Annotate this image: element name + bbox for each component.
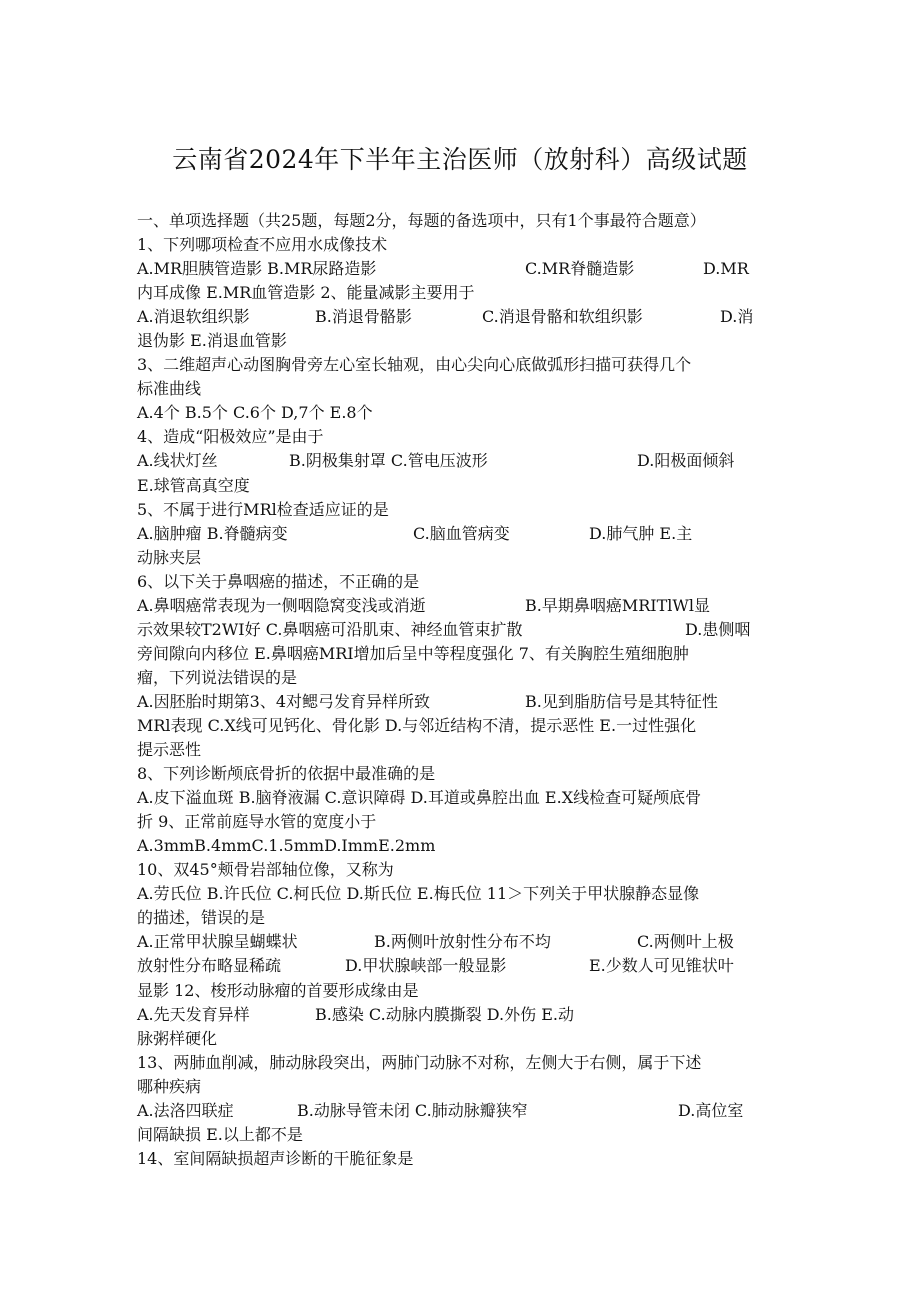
text-segment: 内耳成像 E.MR血管造影 2、能量减影主要用于 bbox=[137, 283, 475, 303]
text-segment: 显影 12、梭形动脉瘤的首要形成缘由是 bbox=[137, 980, 419, 1000]
text-segment: D.阳极面倾斜 bbox=[637, 451, 735, 471]
text-segment: 放射性分布略显稀疏 bbox=[137, 956, 282, 976]
text-segment: D.甲状腺峡部一般显影 bbox=[345, 956, 507, 976]
text-segment: B.两侧叶放射性分布不均 bbox=[374, 932, 551, 952]
text-segment: 1、下列哪项检查不应用水成像技术 bbox=[137, 235, 388, 255]
text-segment: A.消退软组织影 bbox=[137, 307, 250, 327]
text-line bbox=[137, 401, 787, 425]
text-segment: B.动脉导管未闭 C.肺动脉瓣狭窄 bbox=[297, 1100, 528, 1120]
text-line bbox=[137, 738, 787, 762]
text-line bbox=[137, 930, 787, 954]
text-line bbox=[137, 522, 787, 546]
text-line bbox=[137, 954, 787, 978]
text-line bbox=[137, 762, 787, 786]
text-segment: A.劳氏位 B.许氏位 C.柯氏位 D.斯氏位 E.梅氏位 11＞下列关于甲状腺静态显像 bbox=[137, 884, 700, 904]
text-segment: 标准曲线 bbox=[137, 379, 202, 399]
text-segment: 的描述，错误的是 bbox=[137, 908, 266, 928]
text-segment: D.患侧咽 bbox=[685, 619, 751, 639]
text-line bbox=[137, 714, 787, 738]
text-segment: A.3mmB.4mmC.1.5mmD.ImmE.2mm bbox=[137, 836, 436, 856]
text-line bbox=[137, 810, 787, 834]
text-segment: C.脑血管病变 bbox=[413, 523, 510, 543]
text-line bbox=[137, 666, 787, 690]
text-line bbox=[137, 1027, 787, 1051]
text-line bbox=[137, 1147, 787, 1171]
text-segment: A.因胚胎时期第3、4对鳃弓发育异样所致 bbox=[137, 691, 431, 711]
text-line bbox=[137, 353, 787, 377]
text-line bbox=[137, 1051, 787, 1075]
text-segment: 13、两肺血削减，肺动脉段突出，两肺门动脉不对称，左侧大于右侧，属于下述 bbox=[137, 1052, 702, 1072]
text-line bbox=[137, 786, 787, 810]
text-segment: 14、室间隔缺损超声诊断的干脆征象是 bbox=[137, 1148, 414, 1168]
text-segment: 6、以下关于鼻咽癌的描述，不正确的是 bbox=[137, 571, 420, 591]
text-segment: 退伪影 E.消退血管影 bbox=[137, 331, 287, 351]
text-line bbox=[137, 449, 787, 473]
text-segment: B.见到脂肪信号是其特征性 bbox=[525, 691, 718, 711]
text-line bbox=[137, 1075, 787, 1099]
text-line bbox=[137, 425, 787, 449]
text-line bbox=[137, 257, 787, 281]
text-line bbox=[137, 906, 787, 930]
text-segment: A.MR胆胰管造影 B.MR尿路造影 bbox=[137, 259, 377, 279]
text-segment: D.MR bbox=[703, 259, 749, 279]
text-segment: B.早期鼻咽癌MRITlWl显 bbox=[525, 595, 710, 615]
text-segment: 动脉夹层 bbox=[137, 547, 202, 567]
text-segment: 哪种疾病 bbox=[137, 1076, 202, 1096]
text-segment: A.法洛四联症 bbox=[137, 1100, 234, 1120]
text-line bbox=[137, 546, 787, 570]
text-segment: 5、不属于进行MRl检查适应证的是 bbox=[137, 499, 389, 519]
text-segment: 10、双45°颊骨岩部轴位像，又称为 bbox=[137, 860, 394, 880]
text-segment: 8、下列诊断颅底骨折的依据中最准确的是 bbox=[137, 764, 436, 784]
text-segment: C.MR脊髓造影 bbox=[525, 259, 635, 279]
text-segment: 提示恶性 bbox=[137, 740, 202, 760]
text-line bbox=[137, 858, 787, 882]
text-line bbox=[137, 1099, 787, 1123]
text-segment: A.先天发育异样 bbox=[137, 1004, 250, 1024]
text-segment: E.少数人可见锥状叶 bbox=[589, 956, 734, 976]
text-line bbox=[137, 979, 787, 1003]
text-segment: D.高位室 bbox=[678, 1100, 744, 1120]
text-line bbox=[137, 377, 787, 401]
text-segment: 折 9、正常前庭导水管的宽度小于 bbox=[137, 812, 377, 832]
text-line bbox=[137, 305, 787, 329]
text-line bbox=[137, 570, 787, 594]
text-segment: D.消 bbox=[720, 307, 754, 327]
text-segment: C.两侧叶上极 bbox=[637, 932, 734, 952]
text-line bbox=[137, 834, 787, 858]
text-segment: 瘤，下列说法错误的是 bbox=[137, 667, 298, 687]
text-line bbox=[137, 209, 787, 233]
text-line bbox=[137, 1003, 787, 1027]
text-segment: A.鼻咽癌常表现为一侧咽隐窝变浅或消逝 bbox=[137, 595, 426, 615]
text-segment: B.消退骨骼影 bbox=[315, 307, 412, 327]
text-segment: A.脑肿瘤 B.脊髓病变 bbox=[137, 523, 288, 543]
text-segment: 示效果较T2WI好 C.鼻咽癌可沿肌束、神经血管束扩散 bbox=[137, 619, 523, 639]
text-segment: E.球管高真空度 bbox=[137, 475, 250, 495]
text-segment: 脉粥样硬化 bbox=[137, 1028, 218, 1048]
text-line bbox=[137, 474, 787, 498]
text-line bbox=[137, 618, 787, 642]
text-segment: 间隔缺损 E.以上都不是 bbox=[137, 1124, 303, 1144]
text-line bbox=[137, 690, 787, 714]
text-segment: 一、单项选择题（共25题，每题2分，每题的备选项中，只有1个事最符合题意） bbox=[137, 211, 706, 230]
text-segment: D.肺气肿 E.主 bbox=[589, 523, 693, 543]
document-body bbox=[137, 209, 787, 1171]
text-line bbox=[137, 594, 787, 618]
text-segment: A.线状灯丝 bbox=[137, 451, 218, 471]
text-segment: 4、造成“阳极效应”是由于 bbox=[137, 427, 324, 447]
text-segment: A.正常甲状腺呈蝴蝶状 bbox=[137, 932, 298, 952]
text-line bbox=[137, 281, 787, 305]
text-segment: 旁间隙向内移位 E.鼻咽癌MRI增加后呈中等程度强化 7、有关胸腔生殖细胞肿 bbox=[137, 643, 689, 663]
text-line bbox=[137, 233, 787, 257]
text-line bbox=[137, 1123, 787, 1147]
text-line bbox=[137, 329, 787, 353]
text-line bbox=[137, 498, 787, 522]
text-line bbox=[137, 642, 787, 666]
text-segment: MRl表现 C.X线可见钙化、骨化影 D.与邻近结构不清，提示恶性 E.一过性强化 bbox=[137, 715, 697, 735]
text-segment: A.4个 B.5个 C.6个 D,7个 E.8个 bbox=[137, 403, 373, 423]
text-line bbox=[137, 882, 787, 906]
text-segment: 3、二维超声心动图胸骨旁左心室长轴观，由心尖向心底做弧形扫描可获得几个 bbox=[137, 355, 692, 375]
text-segment: B.阴极集射罩 C.管电压波形 bbox=[289, 451, 488, 471]
text-segment: C.消退骨骼和软组织影 bbox=[482, 307, 643, 327]
document-title: 云南省2024年下半年主治医师（放射科）高级试题 bbox=[172, 145, 748, 174]
text-segment: A.皮下溢血斑 B.脑脊液漏 C.意识障碍 D.耳道或鼻腔出血 E.X线检查可疑颅底骨 bbox=[137, 788, 702, 808]
text-segment: B.感染 C.动脉内膜撕裂 D.外伤 E.动 bbox=[315, 1004, 574, 1024]
